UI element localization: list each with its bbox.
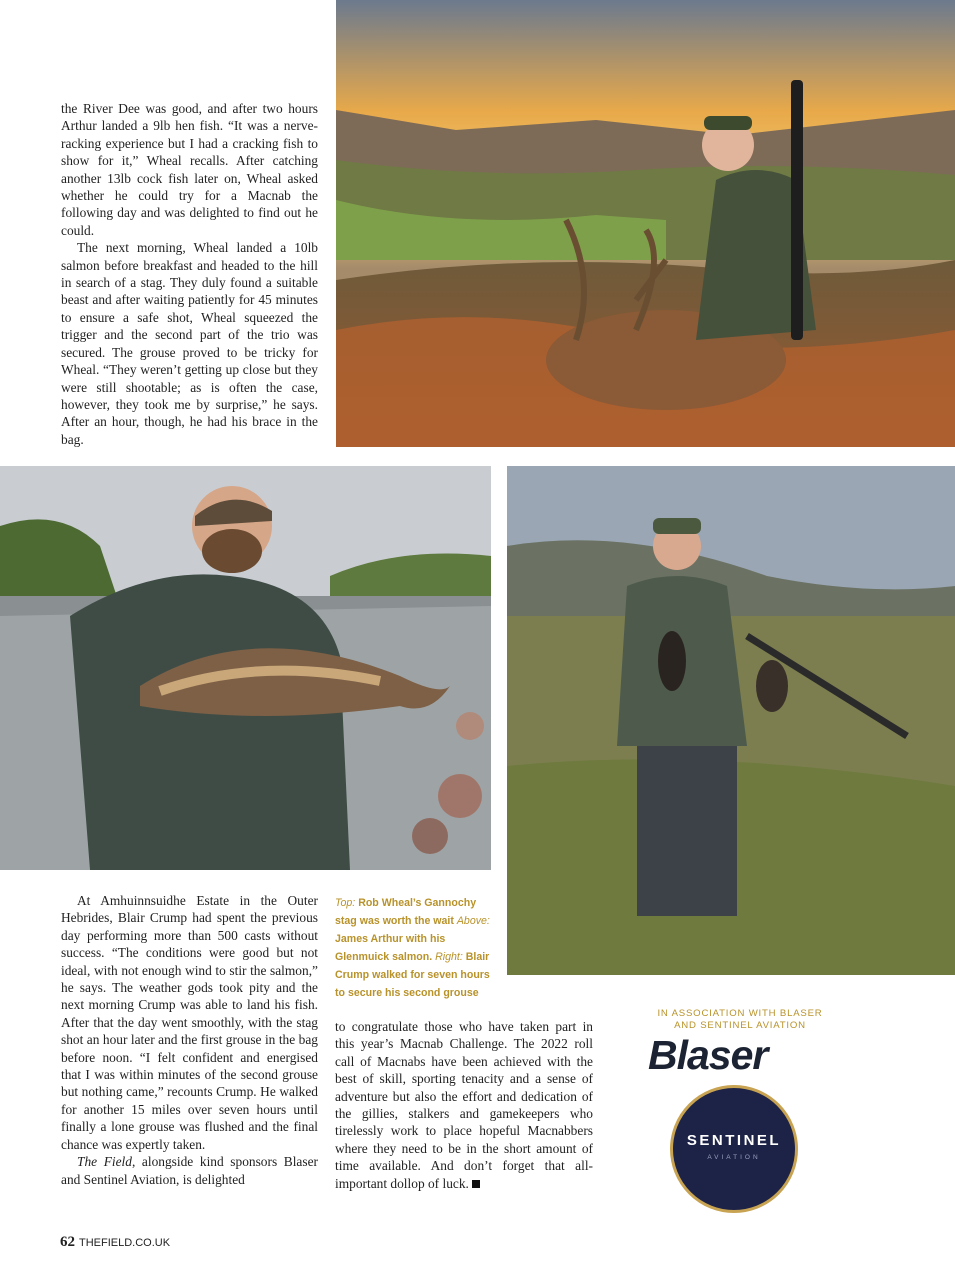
caption-text-top: Rob Wheal’s Gannochy stag was worth the wait xyxy=(335,897,477,927)
body-text-bottom xyxy=(61,892,318,1188)
paragraph-text: , alongside kind sponsors Blaser and Sentinel Aviation, is delighted xyxy=(61,1154,318,1187)
sentinel-wordmark: SENTINEL xyxy=(686,1132,782,1149)
paragraph xyxy=(335,1018,593,1192)
paragraph: The next morning, Wheal landed a 10lb salmon before breakfast and headed to the hill in search of a stag. They duly found a suitable beast and after waiting patiently for 45 minutes to ensure a safe shot, Wheal squeezed the trigger and the second part of the trio was secured. The grouse proved to be tricky for Wheal. “They weren’t getting up close but they were still shootable; as is often the case, however, they took me by surprise,” he says. After an hour, though, he had his brace in the bag. xyxy=(61,240,318,447)
sponsor-line-2: AND SENTINEL AVIATION xyxy=(674,1020,806,1031)
sentinel-aviation-logo xyxy=(670,1085,798,1213)
paragraph xyxy=(61,1153,318,1188)
caption-label-top: Top: xyxy=(335,897,356,909)
sponsor-line-1: IN ASSOCIATION WITH BLASER xyxy=(657,1008,823,1019)
blaser-logo: Blaser xyxy=(648,1032,768,1078)
page-number: 62 xyxy=(60,1234,75,1250)
publication-name: The Field xyxy=(77,1154,132,1170)
grouse-photo xyxy=(507,466,955,975)
end-mark-icon xyxy=(472,1180,480,1188)
body-text-col2 xyxy=(335,1018,593,1192)
caption-text-right: Blair Crump walked for seven hours to secure his second grouse xyxy=(335,951,490,999)
paragraph: At Amhuinnsuidhe Estate in the Outer Hebrides, Blair Crump had spent the previous day performing more than 500 casts without success. “The conditions were good but not ideal, with not enough wind to stir the salmon,” he says. The weather gods took pity and the next morning Crump was able to land his fish. After that the day went smoothly, with the stag shot an hour later and the first grouse in the bag before noon. “I felt confident and energised that I was within minutes of the second grouse but nothing came,” recounts Crump. He walked for another 15 miles over seven hours until finally a lone grouse was flushed and the final chance was expertly taken. xyxy=(61,893,318,1152)
paragraph: the River Dee was good, and after two hours Arthur landed a 9lb hen fish. “It was a nerve-racking experience but I had a cracking fish to show for it,” Wheal recalls. After catching another 13lb cock fish later on, Wheal asked whether he could try for a Macnab the following day and was delighted to find out he could. xyxy=(61,101,318,238)
caption-label-right: Right: xyxy=(435,951,463,963)
site-url: THEFIELD.CO.UK xyxy=(79,1237,171,1249)
page-footer xyxy=(60,1234,170,1251)
caption-text-above: James Arthur with his Glenmuick salmon. xyxy=(335,933,446,963)
stag-photo xyxy=(336,0,955,447)
body-text-top xyxy=(61,100,318,448)
caption-label-above: Above: xyxy=(456,915,490,927)
paragraph-text: to congratulate those who have taken part in this year’s Macnab Challenge. The 2022 roll call of Macnabs have been achieved with the best of skill, sporting tenacity and a sense of adventure but also the effort and dedication of the gillies, stalkers and gamekeepers who tirelessly work to place hopeful Macnabbers where they need to be in the short amount of time available. And don’t forget that all-important dollop of luck. xyxy=(335,1019,593,1191)
salmon-photo xyxy=(0,466,491,870)
photo-caption xyxy=(335,894,495,1002)
aviation-wordmark: AVIATION xyxy=(707,1154,761,1161)
